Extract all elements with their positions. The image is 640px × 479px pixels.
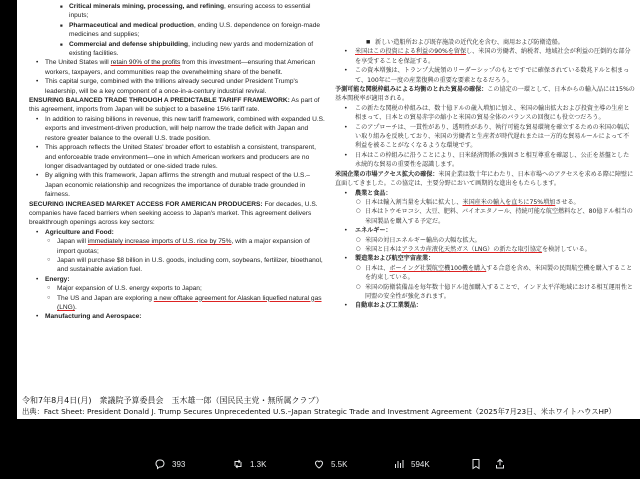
list-item: • この新たな関税の枠組みは、数十億ドルの歳入増加に加え、米国の輸出拡大および投資主導の生産と相まって、日本との貿易赤字の縮小と米国の貿易全体のバランスの回復にも役立つだろう。 bbox=[335, 104, 635, 123]
share-button[interactable] bbox=[494, 458, 506, 470]
list-item: ○ The US and Japan are exploring a new offtake agreement for Alaskan liquefied natural gas (LNG). bbox=[29, 294, 327, 313]
post-action-bar bbox=[0, 458, 640, 479]
bookmark-icon bbox=[470, 458, 482, 470]
heart-icon bbox=[313, 458, 325, 470]
list-item: • 自動車および工業製品： bbox=[335, 301, 635, 310]
list-item: • このアプローチは、一貫性があり、透明性があり、執行可能な貿易環境を確立するための米国の幅広い取り組みを反映しており、米国の労働者と生産者が時代遅れまたは一方的な貿易ルールによって不利益を被ることがなくなるような環境です。 bbox=[335, 123, 635, 151]
like-button[interactable]: 5.5K bbox=[313, 458, 347, 470]
english-fact-sheet bbox=[29, 0, 327, 322]
list-item: • エネルギー： bbox=[335, 226, 635, 235]
list-item: ○ 米国の対日エネルギー輸出の大幅な拡大。 bbox=[335, 236, 635, 245]
repost-button[interactable]: 1.3K bbox=[232, 458, 266, 470]
japanese-translation bbox=[335, 0, 635, 311]
section-heading: SECURING INCREASED MARKET ACCESS FOR AMERICAN PRODUCERS: For decades, U.S. companies have faced barriers when seeking access to Japan's market. This agreement delivers breakthrough openings across key sectors: bbox=[29, 200, 318, 227]
list-item: ○ Japan will immediately increase imports of U.S. rice by 75%, with a major expansion of import quotas; bbox=[29, 237, 327, 256]
list-item: • Energy: bbox=[29, 275, 327, 284]
list-item: • By aligning with this framework, Japan affirms the strength and mutual respect of the U.S.–Japan economic relationship and recognizes the importance of durable trade grounded in fairness. bbox=[29, 171, 327, 199]
list-item: • 農業と食品： bbox=[335, 189, 635, 198]
reply-button[interactable]: 393 bbox=[154, 458, 185, 470]
list-item: • 製造業および航空宇宙産業： bbox=[335, 254, 635, 263]
section-heading: ENSURING BALANCED TRADE THROUGH A PREDICTABLE TARIFF FRAMEWORK: As part of this agreement, imports from Japan will be subject to a baseline 15% tariff rate. bbox=[29, 97, 320, 114]
list-item: ■ Commercial and defense shipbuilding, including new yards and modernization of existing facilities. bbox=[29, 40, 327, 59]
repost-icon bbox=[232, 458, 244, 470]
list-item: • This approach reflects the United States' broader effort to establish a consistent, transparent, and enforceable trade environment—one in which American workers and producers are no longer disadvantaged by outdated or one-sided trade rules. bbox=[29, 143, 327, 171]
post-image[interactable] bbox=[17, 0, 640, 419]
section-heading: 米国企業の市場アクセス拡大の確保：米国企業は数十年にわたり、日本市場へのアクセスを求める際に障壁に直面してきました。この協定は、主要分野において画期的な進出をもたらします。 bbox=[335, 170, 634, 188]
caption-line-2: 出典：Fact Sheet: President Donald J. Trump Secures Unprecedented U.S.–Japan Strategic Trade and Investment Agreement（2025年7月23日、米ホワイトハウスHP） bbox=[22, 407, 616, 416]
list-item: ○ 米国と日本はアラスカ産液化天然ガス（LNG）の新たな取引協定を検討している。 bbox=[335, 245, 635, 254]
views-button[interactable]: 594K bbox=[393, 458, 430, 470]
list-item: ○ 日本は、ボーイング社製航空機100機を購入する合意を含め、米国製の民間航空機を購入することを約束している。 bbox=[335, 264, 635, 283]
bookmark-button[interactable] bbox=[470, 458, 482, 470]
list-item: • Agriculture and Food: bbox=[29, 228, 327, 237]
list-item: • この資本増強は、トランプ大統領のリーダーシップのもとですでに確保されている数兆ドルと相まって、100年に一度の産業復興の重要な要素となるだろう。 bbox=[335, 66, 635, 85]
caption-line-1: 令和7年8月4日(月) 衆議院予算委員会 玉木雄一郎（国民民主党・無所属クラブ） bbox=[22, 396, 324, 405]
share-icon bbox=[494, 458, 506, 470]
list-item: ○ 日本は輸入割当量を大幅に拡大し、米国産米の輸入を直ちに75%増加させる。 bbox=[335, 198, 635, 207]
list-item: • Manufacturing and Aerospace: bbox=[29, 312, 327, 321]
list-item: ■ Critical minerals mining, processing, and refining, ensuring access to essential inputs; bbox=[29, 2, 327, 21]
section-heading: 予測可能な関税枠組みによる均衡のとれた貿易の確保：この協定の一環として、日本からの輸入品には15%の基本関税率が適用される。 bbox=[335, 86, 635, 103]
list-item: • In addition to raising billions in revenue, this new tariff framework, combined with expanded U.S. exports and investment-driven production, will help narrow the trade deficit with Japan and restore greater balance to the overall U.S. trade position. bbox=[29, 115, 327, 143]
list-item: ■ Pharmaceutical and medical production, ending U.S. dependence on foreign-made medicines and supplies; bbox=[29, 21, 327, 40]
list-item: ■ 新しい造船所および既存施設の近代化を含む、商用および防衛造船。 bbox=[335, 38, 635, 47]
views-icon bbox=[393, 458, 405, 470]
list-item: • The United States will retain 90% of the profits from this investment—ensuring that American workers, taxpayers, and communities reap the overwhelming share of the benefit. bbox=[29, 58, 327, 77]
list-item: ○ Major expansion of U.S. energy exports to Japan; bbox=[29, 284, 327, 293]
list-item: • 米国はこの投資による利益の90%を留保し、米国の労働者、納税者、地域社会が利益の圧倒的な部分を享受することを保証する。 bbox=[335, 47, 635, 66]
list-item: • This capital surge, combined with the trillions already secured under President Trump's leadership, will be a key component of a once-in-a-century industrial revival. bbox=[29, 77, 327, 96]
list-item: ○ 米国の防衛装備品を毎年数十億ドル追加購入することで、インド太平洋地域における相互運用性と同盟の安全性が強化されます。 bbox=[335, 283, 635, 302]
list-item: ○ 日本はトウモロコシ、大豆、肥料、バイオエタノール、持続可能な航空燃料など、80億ドル相当の米国製品を購入する予定だ。 bbox=[335, 207, 635, 226]
list-item: • 日本はこの枠組みに沿うことにより、日米経済関係の強固さと相互尊重を確認し、公正を基盤とした永続的な貿易の重要性を認識します。 bbox=[335, 151, 635, 170]
list-item: ○ Japan will purchase $8 billion in U.S. goods, including corn, soybeans, fertilizer, bioethanol, and sustainable aviation fuel. bbox=[29, 256, 327, 275]
reply-icon bbox=[154, 458, 166, 470]
